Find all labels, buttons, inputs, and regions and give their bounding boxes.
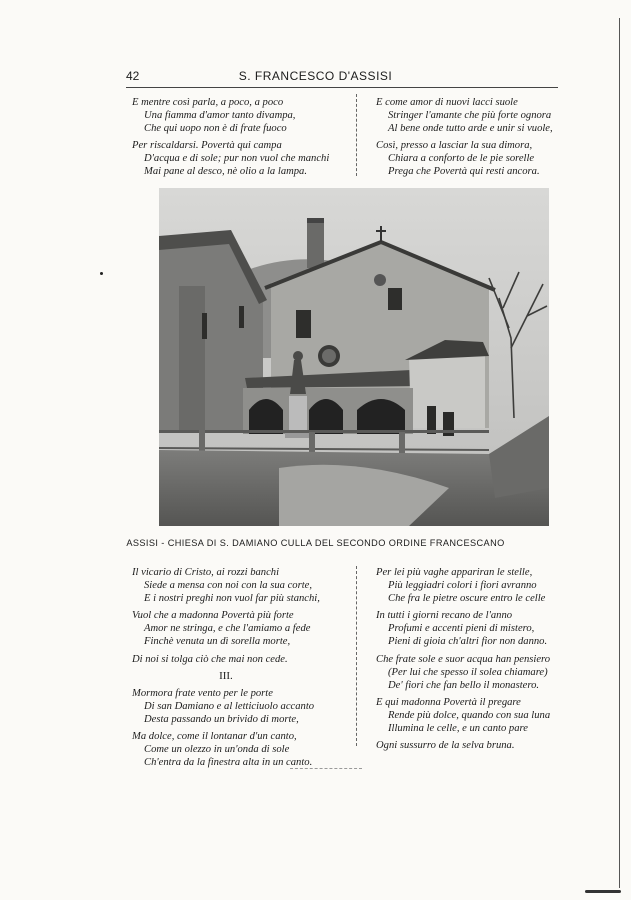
- verse-line: Chiara a conforto de le pie sorelle: [388, 153, 535, 165]
- verse-line: Prega che Povertà qui resti ancora.: [388, 166, 540, 178]
- tercet: [132, 566, 320, 605]
- tercet: [132, 609, 320, 648]
- tercet: [376, 653, 550, 692]
- verse-line: D'acqua e di sole; pur non vuol che manchi: [144, 153, 330, 165]
- verse-line: Ogni sussurro de la selva bruna.: [376, 740, 515, 752]
- top-right-column: [376, 96, 553, 183]
- figure-caption: ASSISI - CHIESA DI S. DAMIANO CULLA DEL SECONDO ORDINE FRANCESCANO: [126, 538, 505, 548]
- bottom-left-column: [132, 566, 320, 773]
- verse-line: Così, presso a lasciar la sua dimora,: [376, 140, 533, 152]
- verse-line: Illumina le celle, e un canto pare: [388, 723, 528, 735]
- tercet: [376, 739, 550, 752]
- page-edge-line: [619, 18, 620, 888]
- verse-line: Vuol che a madonna Povertà più forte: [132, 610, 294, 622]
- verse-line: Che fra le pietre oscure entro le celle: [388, 593, 546, 605]
- ink-speck: [100, 272, 103, 275]
- verse-line: Rende più dolce, quando con sua luna: [388, 709, 551, 721]
- verse-line: Ch'entra da la finestra alta in un canto.: [144, 757, 313, 769]
- verse-line: Di noi si tolga ciò che mai non cede.: [132, 653, 288, 665]
- verse-line: Amor ne stringa, e che l'amiamo a fede: [144, 623, 311, 635]
- section-number: III.: [219, 669, 233, 682]
- bottom-left-stanzas-part2: [132, 687, 320, 770]
- verse-line: Profumi e accenti pieni di mistero,: [388, 623, 535, 635]
- tercet: [132, 730, 320, 769]
- verse-line: Che frate sole e suor acqua han pensiero: [376, 653, 551, 665]
- verse-line: Come un olezzo in un'onda di sole: [144, 744, 290, 756]
- running-title: S. FRANCESCO D'ASSISI: [238, 69, 393, 83]
- column-divider-bottom: [356, 566, 357, 746]
- tercet: [376, 96, 553, 135]
- tercet: [376, 566, 550, 605]
- bottom-left-stanzas-part1: [132, 566, 320, 666]
- end-ornament: [290, 768, 362, 770]
- verse-line: Per lei più vaghe appariran le stelle,: [376, 567, 533, 578]
- verse-line: Finchè venuta un dì sorella morte,: [144, 636, 291, 648]
- photo-illustration: [159, 188, 549, 526]
- verse-line: E qui madonna Povertà il pregare: [376, 696, 521, 708]
- top-left-column: [132, 96, 329, 183]
- verse-line: Il vicario di Cristo, ai rozzi banchi: [132, 567, 280, 578]
- verse-line: Più leggiadri colori i fiori avranno: [388, 580, 537, 592]
- verse-line: Di san Damiano e al letticiuolo accanto: [144, 700, 315, 712]
- verse-line: Mai pane al desco, nè olio a la lampa.: [144, 166, 308, 178]
- header-rule: [126, 87, 558, 88]
- verse-line: E mentre così parla, a poco, a poco: [132, 97, 284, 108]
- verse-line: E come amor di nuovi lacci suole: [376, 97, 518, 108]
- verse-line: Siede a mensa con noi con la sua corte,: [144, 580, 312, 592]
- verse-line: In tutti i giorni recano de l'anno: [376, 610, 513, 622]
- verse-line: E i nostri preghi non vuol far più stanchi,: [144, 593, 320, 605]
- tercet: [376, 139, 553, 178]
- tercet: [376, 696, 550, 735]
- tercet: [132, 653, 320, 666]
- verse-line: Mormora frate vento per le porte: [132, 687, 273, 699]
- column-divider-top: [356, 94, 357, 176]
- verse-line: Una fiamma d'amor tanto divampa,: [144, 110, 296, 122]
- verse-line: De' fiori che fan bello il monastero.: [388, 679, 540, 691]
- church-photograph: [159, 188, 549, 526]
- tercet: [132, 96, 329, 135]
- verse-line: Desta passando un brivido di morte,: [144, 713, 299, 725]
- corner-ink-mark: [585, 890, 621, 893]
- tercet: [132, 687, 320, 726]
- verse-line: Per riscaldarsi. Povertà qui campa: [132, 140, 282, 152]
- page-number: 42: [126, 69, 140, 83]
- verse-line: (Per lui che spesso il solea chiamare): [388, 666, 548, 678]
- tercet: [376, 609, 550, 648]
- tercet: [132, 139, 329, 178]
- verse-line: Al bene onde tutto arde e unir si vuole,: [388, 123, 553, 135]
- verse-line: Stringer l'amante che più forte ognora: [388, 110, 552, 122]
- verse-line: Pieni di gioia ch'altri fior non danno.: [388, 636, 548, 648]
- verse-line: Ma dolce, come il lontanar d'un canto,: [132, 731, 297, 743]
- bottom-right-column: [376, 566, 550, 756]
- verse-line: Che qui uopo non è di frate fuoco: [144, 123, 287, 135]
